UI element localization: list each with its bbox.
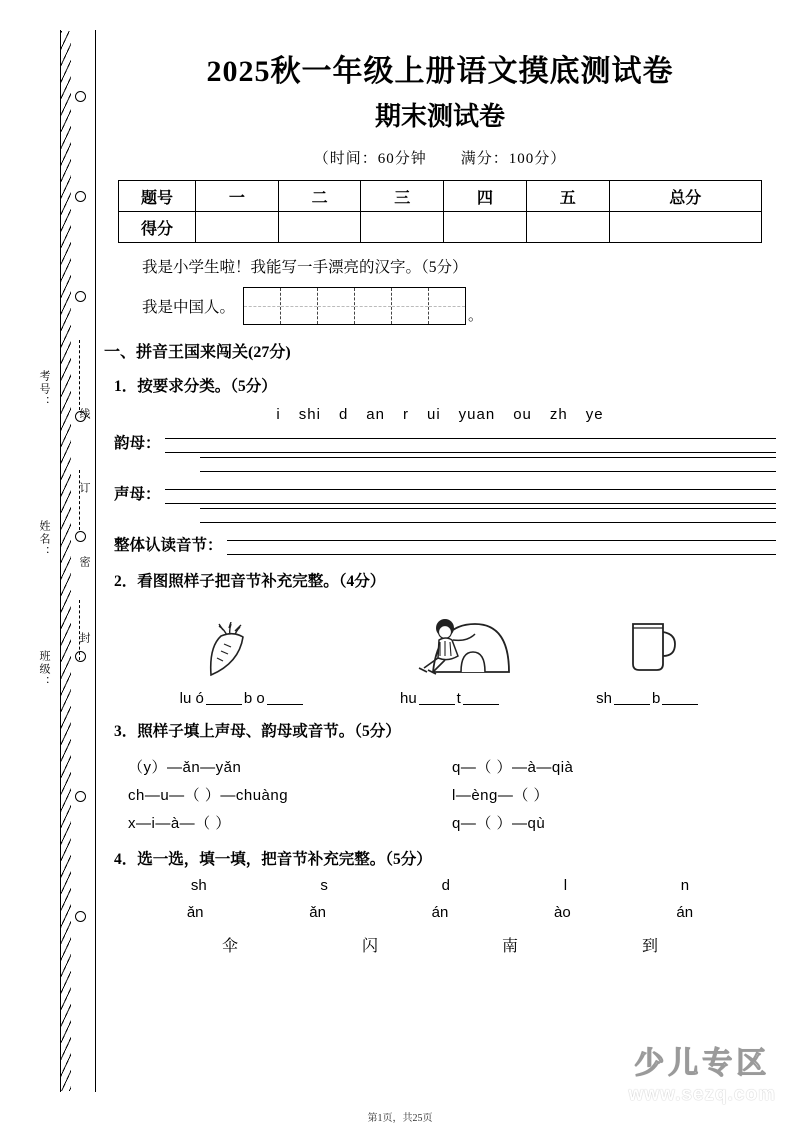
seal-word-line: 线: [78, 408, 90, 422]
answer-line[interactable]: [165, 438, 776, 453]
score-cell-1[interactable]: [196, 212, 279, 243]
syllable: ui: [426, 406, 441, 423]
carrot-icon: [199, 622, 273, 683]
grid-cell[interactable]: [281, 288, 318, 324]
pinyin-part: lu ó: [179, 690, 204, 707]
table-row: [119, 181, 762, 212]
syllable: zh: [549, 406, 568, 423]
page-footer: 第1页，共25页: [367, 1113, 433, 1124]
page-subtitle: 期末测试卷: [374, 102, 505, 131]
name-label: 姓名：: [38, 520, 50, 559]
score-table: [118, 180, 762, 243]
cell-題号: 题号: [119, 181, 196, 212]
final: án: [431, 904, 449, 921]
score-label: 满分：100分）: [460, 151, 567, 167]
seal-word-mi: 密: [78, 556, 90, 570]
score-cell-total[interactable]: [609, 212, 761, 243]
score-cell-5[interactable]: [526, 212, 609, 243]
answer-blank[interactable]: [662, 689, 698, 705]
tian-zi-grid[interactable]: [243, 287, 466, 325]
word: 到: [641, 938, 658, 955]
time-label: （时间：60分钟: [313, 151, 427, 167]
question-3-title: 3．照样子填上声母、韵母或音节。（5分）: [114, 723, 401, 740]
initial: d: [441, 877, 450, 894]
grid-cell[interactable]: [429, 288, 465, 324]
page-title: 2025秋一年级上册语文摸底测试卷: [206, 55, 674, 88]
score-cell-3[interactable]: [361, 212, 444, 243]
question-2-images: [104, 601, 776, 683]
cell-total: 总分: [609, 181, 761, 212]
table-row: [119, 212, 762, 243]
period-mark: 。: [468, 308, 484, 324]
answer-group-3: [596, 689, 700, 707]
initial: sh: [190, 877, 207, 894]
pinyin-part: hu: [399, 690, 417, 707]
question-3-left: [128, 749, 452, 833]
hatch-pattern: [61, 31, 71, 1091]
q3-item[interactable]: x—i—à—（ ）: [128, 815, 231, 832]
seal-word-feng: 封: [78, 632, 90, 646]
question-2-title: 2．看图照样子把音节补充完整。（4分）: [114, 573, 386, 590]
grid-cell[interactable]: [355, 288, 392, 324]
question-4-title: 4．选一选，填一填，把音节补充完整。（5分）: [114, 851, 432, 868]
answer-group-2: [400, 689, 501, 707]
answer-line[interactable]: [165, 489, 776, 504]
grid-cell[interactable]: [244, 288, 281, 324]
word: 南: [501, 938, 518, 955]
handwriting-prompt: 我是小学生啦！我能写一手漂亮的汉字。（5分）: [142, 259, 468, 276]
initial: l: [563, 877, 568, 894]
syllable: ou: [513, 406, 532, 423]
final: án: [676, 904, 694, 921]
final-item[interactable]: [554, 904, 571, 921]
answer-row-shengmu: [114, 482, 776, 504]
pinyin-part: t: [456, 690, 461, 707]
label-shengmu: 声母：: [114, 486, 161, 503]
final: ǎn: [309, 904, 326, 921]
cell-3: 三: [361, 181, 444, 212]
answer-blank[interactable]: [614, 689, 650, 705]
answer-row-yunmu: [114, 431, 776, 453]
q3-item[interactable]: ch—u—（ ）—chuàng: [128, 787, 289, 804]
q4-finals-row: [104, 904, 776, 921]
answer-line[interactable]: [200, 457, 776, 472]
answer-row-zhengti: [114, 533, 776, 555]
answer-blank[interactable]: [419, 689, 455, 705]
pinyin-part: b o: [243, 690, 265, 707]
syllable: d: [338, 406, 349, 423]
label-yunmu: 韵母：: [114, 435, 161, 452]
q3-item[interactable]: （y）—ǎn—yǎn: [128, 759, 242, 776]
syllable: r: [402, 406, 409, 423]
grid-cell[interactable]: [392, 288, 429, 324]
question-1-answers: [114, 431, 776, 555]
q4-initials-row: [104, 877, 776, 894]
cell-defen: 得分: [119, 212, 196, 243]
mug-icon: [623, 616, 681, 683]
answer-line[interactable]: [227, 540, 776, 555]
class-label: 班级：: [38, 650, 50, 689]
final-item[interactable]: [676, 904, 693, 921]
grid-cell[interactable]: [318, 288, 355, 324]
cell-2: 二: [278, 181, 361, 212]
seal-word-ding: 订: [78, 482, 90, 496]
pinyin-part: sh: [596, 690, 612, 707]
watermark-title: 少儿专区: [634, 1047, 771, 1080]
handwriting-sentence: 我是中国人。: [142, 299, 236, 316]
answer-group-1: [180, 689, 305, 707]
pinyin-part: b: [651, 690, 661, 707]
paper-content: [104, 30, 776, 1092]
q3-item[interactable]: q—（ ）—qù: [452, 815, 546, 832]
exam-meta: [104, 147, 776, 168]
q3-item[interactable]: q—（ ）—à—qià: [452, 759, 574, 776]
cell-5: 五: [526, 181, 609, 212]
final-item[interactable]: [432, 904, 449, 921]
question-3-right: [452, 749, 776, 833]
syllable: i: [276, 406, 281, 423]
answer-blank[interactable]: [267, 689, 303, 705]
syllable: shi: [298, 406, 321, 423]
q4-words-row: [104, 933, 776, 956]
answer-blank[interactable]: [463, 689, 499, 705]
word: 伞: [221, 938, 238, 955]
answer-line[interactable]: [200, 508, 776, 523]
question-2-answers: [104, 689, 776, 707]
word: 闪: [361, 938, 378, 955]
syllable: an: [366, 406, 385, 423]
exam-no-label: 考号：: [38, 370, 50, 409]
watermark: [629, 1038, 777, 1106]
section-1-title: 一、拼音王国来闯关(27分): [104, 344, 291, 361]
syllable: yuan: [458, 406, 496, 423]
final-item[interactable]: [309, 904, 326, 921]
watermark-url: www.sezq.com: [628, 1084, 776, 1105]
initial: n: [680, 877, 690, 894]
initial: s: [320, 877, 328, 894]
final: ào: [554, 904, 571, 921]
score-cell-4[interactable]: [444, 212, 527, 243]
question-1-syllables: [104, 406, 776, 423]
question-1-title: 1．按要求分类。（5分）: [114, 378, 277, 395]
syllable: ye: [585, 406, 604, 423]
q3-item[interactable]: l—èng—（ ）: [452, 787, 550, 804]
final-item[interactable]: [187, 904, 204, 921]
question-3-body: [128, 749, 776, 833]
answer-blank[interactable]: [206, 689, 242, 705]
cell-1: 一: [196, 181, 279, 212]
cell-4: 四: [444, 181, 527, 212]
question-4-body: [104, 877, 776, 956]
label-zhengti: 整体认读音节：: [114, 537, 223, 554]
final: ǎn: [186, 904, 204, 921]
handwriting-row: [104, 287, 776, 325]
slide-child-icon: [383, 606, 513, 683]
score-cell-2[interactable]: [278, 212, 361, 243]
